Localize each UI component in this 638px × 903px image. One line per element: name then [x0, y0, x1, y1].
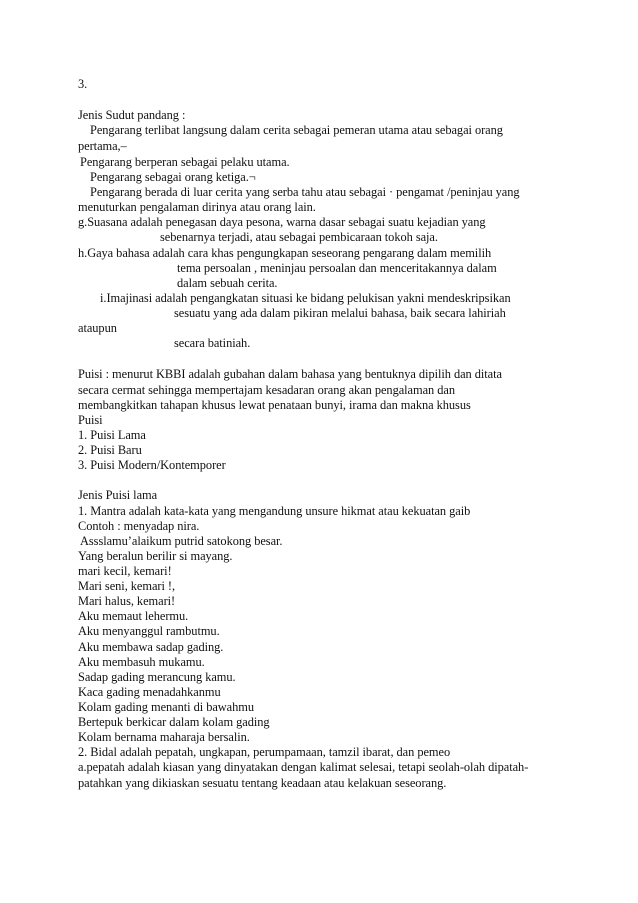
text-line: Pengarang terlibat langsung dalam cerita sebagai pemeran utama atau sebagai orang: [90, 123, 503, 137]
text-line: secara cermat sehingga mempertajam kesadaran orang akan pengalaman dan: [78, 383, 455, 397]
text-line: 3.: [78, 77, 88, 91]
text-line: sebenarnya terjadi, atau sebagai pembicaraan tokoh saja.: [160, 230, 438, 244]
text-line: Contoh : menyadap nira.: [78, 519, 200, 533]
text-line: Aku membawa sadap gading.: [78, 640, 224, 654]
text-line: Aku menyanggul rambutmu.: [78, 624, 220, 638]
text-line: Sadap gading merancung kamu.: [78, 670, 236, 684]
text-line: Aku memaut lehermu.: [78, 609, 189, 623]
text-line: Mari halus, kemari!: [78, 594, 176, 608]
text-line: Puisi : menurut KBBI adalah gubahan dalam bahasa yang bentuknya dipilih dan ditata: [78, 367, 502, 381]
list-item: 2. Bidal adalah pepatah, ungkapan, perumpamaan, tamzil ibarat, dan pemeo: [78, 745, 451, 759]
text-line: secara batiniah.: [174, 336, 251, 350]
text-line: Bertepuk berkicar dalam kolam gading: [78, 715, 270, 729]
text-line: Kolam bernama maharaja bersalin.: [78, 730, 250, 744]
text-line: a.pepatah adalah kiasan yang dinyatakan dengan kalimat selesai, tetapi seolah-olah dipatah-: [78, 760, 529, 774]
text-line: Jenis Sudut pandang :: [78, 108, 186, 122]
text-line: Yang beralun berilir si mayang.: [78, 549, 233, 563]
text-line: dalam sebuah cerita.: [177, 276, 278, 290]
text-line: pertama,–: [78, 139, 127, 153]
text-line: Assslamu’alaikum putrid satokong besar.: [80, 534, 283, 548]
list-item: 1. Puisi Lama: [78, 428, 146, 442]
text-line: i.Imajinasi adalah pengangkatan situasi ke bidang pelukisan yakni mendeskripsikan: [100, 291, 511, 305]
text-line: membangkitkan tahapan khusus lewat penataan bunyi, irama dan makna khusus: [78, 398, 471, 412]
text-line: tema persoalan , meninjau persoalan dan menceritakannya dalam: [177, 261, 497, 275]
text-line: g.Suasana adalah penegasan daya pesona, warna dasar sebagai suatu kejadian yang: [78, 215, 486, 229]
list-item: 2. Puisi Baru: [78, 443, 142, 457]
text-line: Aku membasuh mukamu.: [78, 655, 205, 669]
text-line: patahkan yang dikiaskan sesuatu tentang keadaan atau kelakuan seseorang.: [78, 776, 447, 790]
text-line: h.Gaya bahasa adalah cara khas pengungkapan seseorang pengarang dalam memilih: [78, 246, 492, 260]
text-line: Kolam gading menanti di bawahmu: [78, 700, 255, 714]
text-line: Puisi: [78, 413, 103, 427]
section-heading: Jenis Puisi lama: [78, 488, 158, 502]
text-line: Kaca gading menadahkanmu: [78, 685, 221, 699]
text-line: mari kecil, kemari!: [78, 564, 172, 578]
list-item: 3. Puisi Modern/Kontemporer: [78, 458, 226, 472]
text-line: ataupun: [78, 321, 117, 335]
text-line: Pengarang berperan sebagai pelaku utama.: [80, 155, 290, 169]
list-item: 1. Mantra adalah kata-kata yang mengandung unsure hikmat atau kekuatan gaib: [78, 504, 471, 518]
text-line: Pengarang sebagai orang ketiga.¬: [90, 170, 256, 184]
text-line: menuturkan pengalaman dirinya atau orang lain.: [78, 200, 316, 214]
text-line: sesuatu yang ada dalam pikiran melalui bahasa, baik secara lahiriah: [174, 306, 506, 320]
text-line: Pengarang berada di luar cerita yang serba tahu atau sebagai · pengamat /peninjau yang: [90, 185, 520, 199]
text-line: Mari seni, kemari !,: [78, 579, 176, 593]
